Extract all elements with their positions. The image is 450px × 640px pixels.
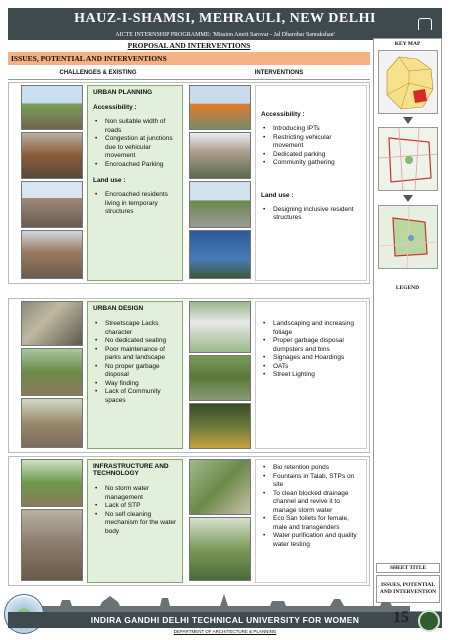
arrow-down-icon [403,117,413,124]
list-item: • Way finding [93,380,177,389]
key-map-site [378,205,438,269]
photo-street-lighting [189,403,251,449]
photo-park [21,348,83,396]
photo-settlement [21,230,83,279]
sub-heading: Land use : [93,177,126,184]
list-item: • Encroached Parking [93,161,177,170]
list-item: • Streetscape Lacks character [93,320,177,337]
photo-streetscape [21,398,83,448]
row-title: URBAN PLANNING [93,89,153,96]
urban-planning-challenges [87,85,183,281]
photo-parking [189,181,251,228]
photo-pedestrian [189,132,251,179]
list-item: • Bio retention ponds [261,464,361,473]
infrastructure-interventions [255,459,367,583]
list-item: • Introducing IPTs [261,125,361,134]
list-item: • No proper garbage disposal [93,363,177,380]
university-logo [418,610,440,632]
key-map-label: KEY MAP [394,41,421,47]
photo-bio-retention [189,459,251,515]
urban-design-challenges [87,301,183,449]
list-item: • No self cleaning mechanism for the water body [93,511,177,537]
urban-design-interventions [255,301,367,449]
legend-label: LEGEND [395,285,420,291]
photo-road [21,181,83,228]
photo-water-body [21,459,83,507]
sub-heading: Land use : [261,191,294,199]
list-item: • No dedicated seating [93,337,177,346]
photo-community [189,230,251,279]
photo-street [21,85,83,130]
department-name: DEPARTMENT OF ARCHITECTURE & PLANNING [173,629,277,634]
infrastructure-row [8,456,370,586]
photo-drain [21,509,83,581]
list-item: • Eco San toilets for female, male and transgenders [261,515,361,532]
divider [8,79,370,80]
list-item: • Lack of Community spaces [93,388,177,405]
skyline-illustration [40,592,410,612]
list-item: • OATs [261,363,361,372]
issues-bar: ISSUES, POTENTIAL AND INTERVENTIONS [8,52,370,65]
sheet-title-label: SHEET TITLE [389,565,427,571]
sheet-title-label-box [376,563,440,573]
sub-heading: Accessibility : [93,104,137,111]
sidebar [373,38,442,612]
page-subtitle: AICTE INTERNSHIP PROGRAMME: 'Mission Amrit Sarovar - Jal Dharohar Sanrakshan' [8,30,442,40]
list-item: • Poor maintenance of parks and landscape [93,346,177,363]
row-title: URBAN DESIGN [93,305,144,312]
urban-planning-row [8,82,370,284]
list-item: • Fountains in Talab, STPs on site [261,473,361,490]
list-item: • Congestion at junctions due to vehicular movement [93,135,177,161]
page-header [8,8,442,30]
photo-bins [189,301,251,353]
key-map-delhi [378,50,438,114]
list-item: • Landscaping and increasing foliage [261,320,361,337]
urban-design-row [8,298,370,453]
photo-market [21,132,83,179]
list-item: • Non suitable width of roads [93,118,177,135]
photo-garbage [21,301,83,346]
sub-heading: Accessibility : [261,111,305,118]
list-item: • Community gathering [261,159,361,168]
list-item: • To clean blocked drainage channel and revive it to manage storm water [261,490,361,516]
list-item: • Water purification and quality water testing [261,532,361,549]
key-map-mehrauli [378,127,438,191]
arrow-down-icon [403,195,413,202]
page-title: HAUZ-I-SHAMSI, MEHRAULI, NEW DELHI [74,11,376,26]
row-title: INFRASTRUCTURE AND TECHNOLOGY [93,463,169,477]
infrastructure-challenges [87,459,183,583]
list-item: • Street Lighting [261,371,361,380]
list-item: • Signages and Hoardings [261,354,361,363]
page-number: 15 [393,609,409,626]
sheet-title: ISSUES, POTENTIAL AND INTERVENTION [379,582,437,595]
list-item: • Restricting vehicular movement [261,134,361,151]
column-header-challenges: CHALLENGES & EXISTING [59,70,137,76]
list-item: • Designing inclusive resident structures [261,206,361,223]
photo-oat [189,355,251,401]
section-heading: PROPOSAL AND INTERVENTIONS [127,41,251,50]
photo-drainage-channel [189,517,251,581]
list-item: • Lack of STP [93,502,177,511]
list-item: • No storm water management [93,485,177,502]
urban-planning-interventions [255,85,367,281]
list-item: • Dedicated parking [261,151,361,160]
list-item: • Proper garbage disposal dumpsters and bins [261,337,361,354]
photo-ipt [189,85,251,130]
list-item: • Encroached residents living in temporary structures [93,191,177,217]
university-name: INDIRA GANDHI DELHI TECHNICAL UNIVERSITY FOR WOMEN [8,612,442,628]
column-header-interventions: INTERVENTIONS [254,70,304,76]
